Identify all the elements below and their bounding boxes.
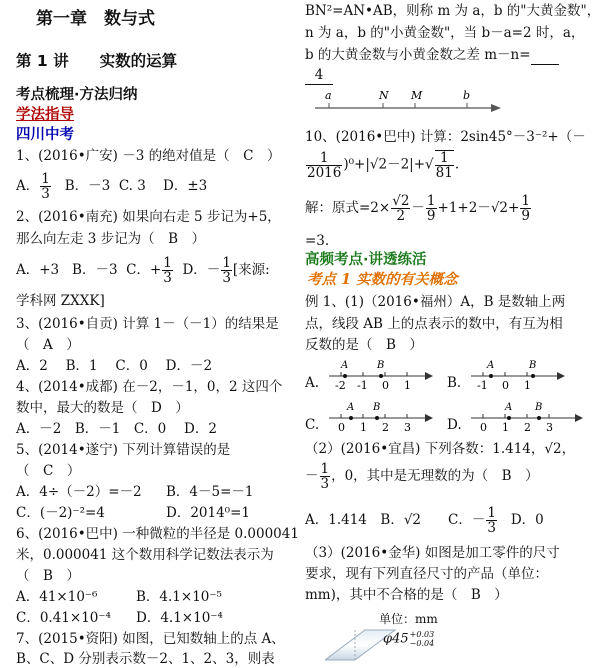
q5-option-b: B．4－5=－1 xyxy=(166,484,254,500)
fraction: $\frac{1}{2016}$ xyxy=(307,149,342,181)
svg-text:A: A xyxy=(341,360,349,371)
fraction: $\frac{1}{9}$ xyxy=(426,193,436,224)
chapter-title: 第一章 数与式 xyxy=(36,9,155,29)
q6-option-d: D．4.1×10⁻⁴ xyxy=(136,610,223,626)
q6-stem-2: 米，0.000041 这个数用科学记数法表示为 xyxy=(16,547,274,563)
fraction: $\frac{1}{3}$ xyxy=(41,171,50,202)
fraction: $\frac{1}{3}$ xyxy=(222,255,231,286)
label-b: b xyxy=(463,89,471,102)
q6-option-b: B．4.1×10⁻⁵ xyxy=(136,589,222,605)
q4-stem-1: 4、(2014•成都) 在－2，－1，0，2 这四个 xyxy=(16,379,283,395)
golden-text-2: n 为 a，b 的"小黄金数"，当 b－a=2 时，a， xyxy=(305,25,585,41)
lecture-title: 第 1 讲 实数的运算 xyxy=(16,52,178,70)
svg-text:0: 0 xyxy=(382,379,389,392)
ex1-stem-3: 反数的是（ B ） xyxy=(305,337,423,353)
golden-text-1: BN²=AN•AB，则称 m 为 a，b 的"大黄金数"， xyxy=(305,3,601,19)
golden-text-3: b 的大黄金数与小黄金数之差 m－n= xyxy=(305,46,559,65)
svg-text:-2: -2 xyxy=(335,379,346,392)
choice-b-line xyxy=(469,356,569,392)
q6-option-a: A．41×10⁻⁶ xyxy=(16,589,98,605)
ex2-options: A．1.414 B．√2 C．－ $\frac{1}{3}$ D．0 xyxy=(305,505,544,536)
svg-text:A: A xyxy=(487,360,495,371)
label-n: N xyxy=(379,89,389,102)
number-line-figure xyxy=(315,86,505,122)
ex2-stem-1: （2）(2016•宜昌) 下列各数：1.414，√2， xyxy=(305,441,576,457)
q2-options: A．+3 B．－3 C．+ $\frac{1}{3}$ D．－ $\frac{1}{3}$ [来源: xyxy=(16,255,270,286)
choice-c-line xyxy=(327,398,437,434)
choice-c-label: C. xyxy=(305,417,320,433)
svg-text:A: A xyxy=(505,402,513,413)
q6-stem-3: （ B ） xyxy=(16,568,80,584)
choice-d-label: D. xyxy=(447,417,462,433)
svg-text:-1: -1 xyxy=(357,379,368,392)
svg-text:1: 1 xyxy=(524,379,531,392)
q7-stem-1: 7、(2015•资阳) 如图，已知数轴上的点 A、 xyxy=(16,631,285,647)
q3-stem-2: （ A ） xyxy=(16,337,80,353)
svg-text:-1: -1 xyxy=(477,379,488,392)
svg-text:B: B xyxy=(535,402,543,413)
guide-link[interactable]: 学法指导 xyxy=(16,107,74,123)
svg-text:B: B xyxy=(373,402,381,413)
ex1-stem-1: 例 1、(1)（2016•福州）A，B 是数轴上两 xyxy=(305,294,566,310)
section-heading: 考点梳理·方法归纳 xyxy=(16,87,138,103)
q3-stem-1: 3、(2016•自贡) 计算 1－（－1）的结果是 xyxy=(16,316,279,332)
svg-text:A: A xyxy=(347,402,355,413)
label-a: a xyxy=(325,89,332,102)
q3-options: A．2 B．1 C．0 D．－2 xyxy=(16,358,213,374)
q5-option-d: D．2014⁰=1 xyxy=(166,505,250,521)
choice-d-line xyxy=(469,398,589,434)
q10-stem: 10、(2016•巴中) 计算：2sin45°－3⁻²+（－ xyxy=(305,129,586,145)
q1-stem: 1、(2016•广安) －3 的绝对值是（ C ） xyxy=(16,148,281,164)
svg-text:0: 0 xyxy=(480,421,487,434)
q5-stem-1: 5、(2014•遂宁) 下列计算错误的是 xyxy=(16,442,231,458)
fraction: $\frac{1}{9}$ xyxy=(521,193,530,224)
q2-stem-1: 2、(2016•南充) 如果向右走 5 步记为+5， xyxy=(16,209,281,225)
fraction: $\frac{1}{3}$ xyxy=(320,461,330,492)
q7-stem-2: B、C、D 分别表示数－2、1、2、3，则表 xyxy=(16,651,275,667)
ex3-stem-3: mm)，其中不合格的是（ B ） xyxy=(305,587,508,603)
svg-text:2: 2 xyxy=(524,421,531,434)
choice-a-line xyxy=(327,356,437,392)
q4-stem-2: 数中，最大的数是（ D ） xyxy=(16,400,189,416)
svg-text:1: 1 xyxy=(360,421,367,434)
region-heading: 四川中考 xyxy=(16,127,74,143)
q6-stem-1: 6、(2016•巴中) 一种微粒的半径是 0.000041 xyxy=(16,526,299,542)
sqrt-fraction: $\frac{1}{81}$ xyxy=(435,150,453,181)
q1-options: A． $\frac{1}{3}$ B．－3 C. 3 D．±3 xyxy=(16,171,208,202)
golden-answer: 4 xyxy=(305,66,333,85)
ex3-stem-1: （3）(2016•金华) 如图是加工零件的尺寸 xyxy=(305,545,560,561)
q5-option-a: A．4÷（－2）=－2 xyxy=(16,484,142,500)
svg-text:1: 1 xyxy=(404,379,411,392)
q4-options: A．－2 B．－1 C．0 D．2 xyxy=(16,421,217,437)
hot-section-title: 高频考点·讲透练活 xyxy=(305,252,427,268)
choice-a-label: A. xyxy=(305,375,320,391)
q2-source: 学科网 ZXXK] xyxy=(16,293,105,309)
q2-stem-2: 那么向左走 3 步记为（ B ） xyxy=(16,231,206,247)
ex2-stem-2: － $\frac{1}{3}$ ，0，其中是无理数的为（ B ） xyxy=(305,461,539,492)
svg-text:B: B xyxy=(529,360,537,371)
dimension-label: φ45 +0.03 −0.04 xyxy=(383,630,435,648)
svg-text:3: 3 xyxy=(404,421,411,434)
fraction: $\frac{√2}{2}$ xyxy=(392,193,410,224)
fraction: $\frac{1}{3}$ xyxy=(487,505,496,536)
svg-text:B: B xyxy=(377,360,385,371)
ex3-stem-2: 要求，现有下列直径尺寸的产品（单位： xyxy=(305,566,548,582)
svg-text:0: 0 xyxy=(338,421,345,434)
q5-stem-2: （ C ） xyxy=(16,463,81,479)
svg-text:0: 0 xyxy=(502,379,509,392)
answer-blank xyxy=(531,46,559,65)
q10-solution: 解：原式=2× $\frac{√2}{2}$ － $\frac{1}{9}$ +1+2－√2+ $\frac{1}{9}$ xyxy=(305,193,530,224)
label-m: M xyxy=(411,89,423,102)
axis-arrow xyxy=(491,104,501,112)
q10-result: =3. xyxy=(305,233,330,249)
fraction: $\frac{1}{3}$ xyxy=(163,255,172,286)
svg-text:3: 3 xyxy=(546,421,553,434)
svg-text:1: 1 xyxy=(502,421,509,434)
q5-option-c: C．(－2)⁻²=4 xyxy=(16,505,105,521)
q10-expression: $\frac{1}{2016}$ )⁰+|√2－2|+√ $\frac{1}{81}$ . xyxy=(307,149,460,181)
svg-text:2: 2 xyxy=(382,421,389,434)
point-1-title: 考点 1 实数的有关概念 xyxy=(307,271,458,288)
ex1-stem-2: 点，线段 AB 上的点表示的数中，有互为相 xyxy=(305,316,563,332)
choice-b-label: B. xyxy=(447,375,462,391)
unit-label: 单位：mm xyxy=(379,612,438,626)
q6-option-c: C．0.41×10⁻⁴ xyxy=(16,610,111,626)
